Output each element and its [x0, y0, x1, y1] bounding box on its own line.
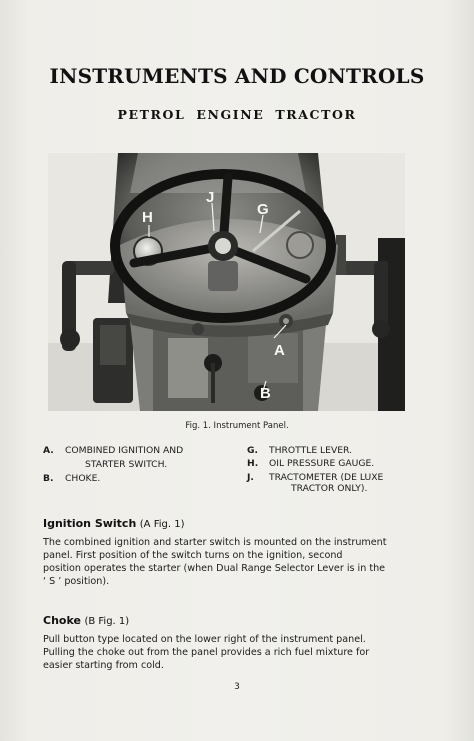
section-body-choke — [43, 633, 413, 672]
legend-text: STARTER SWITCH. — [85, 459, 168, 470]
section-body-ignition — [43, 536, 413, 588]
legend-key: G. — [247, 445, 259, 456]
legend-key: H. — [247, 458, 259, 469]
body-line: ‘ S ’ position). — [43, 576, 110, 587]
body-line: Pulling the choke out from the panel provides a rich fuel mixture for — [43, 647, 370, 658]
section-title: Ignition Switch — [43, 517, 137, 530]
legend-key: J. — [247, 472, 254, 483]
legend-text: OIL PRESSURE GAUGE. — [269, 458, 375, 469]
tractor-dashboard-illustration — [48, 153, 405, 411]
figure-caption: Fig. 1. Instrument Panel. — [185, 421, 289, 431]
page-subtitle: PETROL ENGINE TRACTOR — [117, 107, 357, 122]
legend-key: B. — [43, 473, 54, 484]
callout-h: H — [142, 209, 153, 226]
body-line: position operates the starter (when Dual Range Selector Lever is in the — [43, 563, 386, 574]
legend-text: COMBINED IGNITION AND — [65, 445, 184, 456]
instrument-panel-photo — [48, 153, 405, 411]
legend-key: A. — [43, 445, 54, 456]
legend-left — [43, 444, 233, 488]
section-title: Choke — [43, 614, 81, 627]
legend-text: THROTTLE LEVER. — [269, 445, 353, 456]
page-title: INSTRUMENTS AND CONTROLS — [49, 64, 425, 88]
page-number: 3 — [234, 682, 240, 692]
callout-g: G — [257, 201, 269, 218]
legend-right — [247, 444, 437, 500]
callout-a: A — [274, 342, 285, 359]
body-line: panel. First position of the switch turns on the ignition, second — [43, 550, 343, 561]
body-line: Pull button type located on the lower right of the instrument panel. — [43, 634, 366, 645]
legend-text: TRACTOMETER (DE LUXE — [269, 472, 384, 483]
section-ref: (A Fig. 1) — [139, 519, 185, 530]
callout-b: B — [260, 385, 271, 402]
section-heading-ignition — [43, 517, 184, 530]
section-ref: (B Fig. 1) — [84, 616, 130, 627]
legend-text: CHOKE. — [65, 473, 101, 484]
body-line: easier starting from cold. — [43, 660, 164, 671]
section-heading-choke — [43, 614, 129, 627]
callout-j: J — [206, 189, 215, 206]
body-line: The combined ignition and starter switch is mounted on the instrument — [43, 537, 387, 548]
legend-text: TRACTOR ONLY). — [291, 483, 368, 494]
